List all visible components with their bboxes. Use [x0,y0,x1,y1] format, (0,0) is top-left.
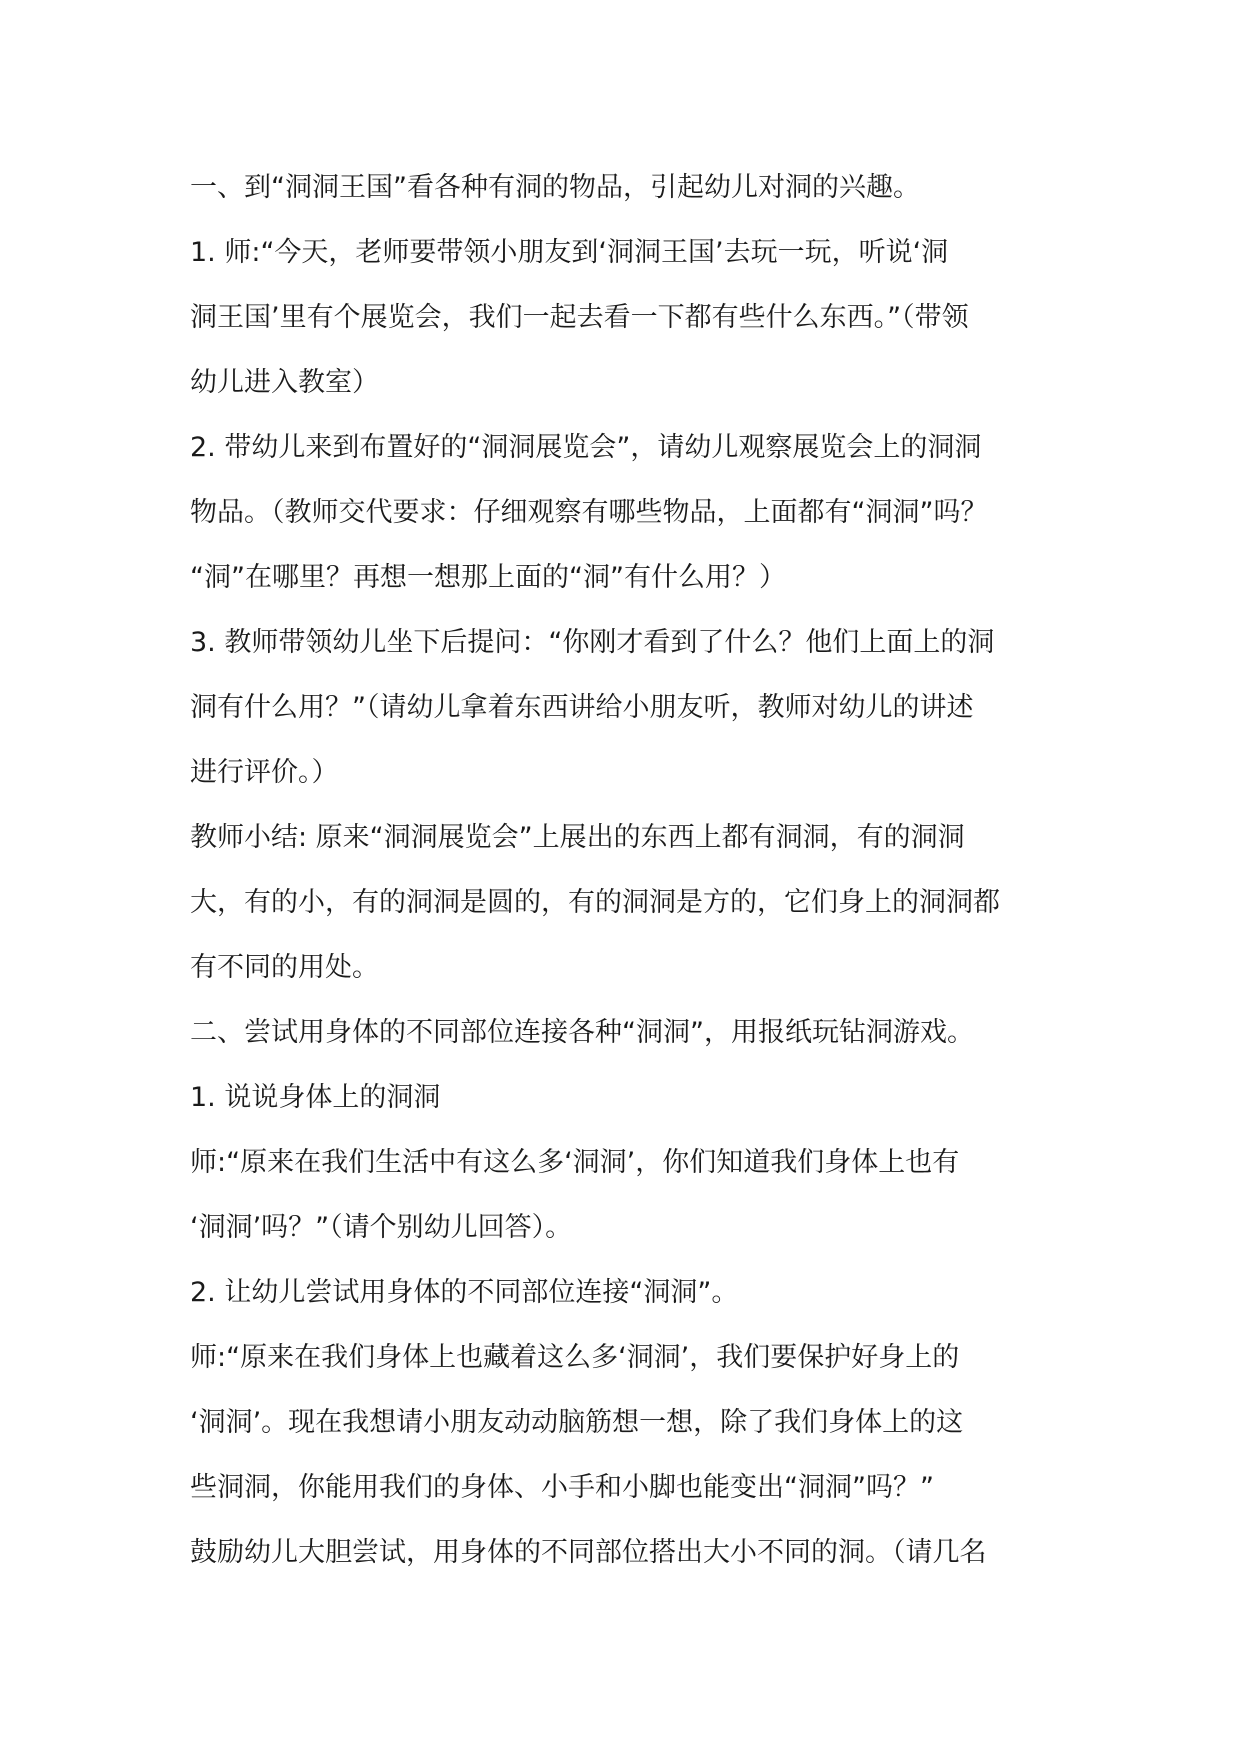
text-line: 1. 师:“今天，老师要带领小朋友到‘洞洞王国’去玩一玩，听说‘洞 [190,237,949,268]
text-line: “洞”在哪里？再想一想那上面的“洞”有什么用？） [190,562,786,593]
text-line: 3. 教师带领幼儿坐下后提问：“你刚才看到了什么？他们上面上的洞 [190,627,995,658]
text-line: 物品。（教师交代要求：仔细观察有哪些物品，上面都有“洞洞”吗？ [190,497,988,528]
text-line: 1. 说说身体上的洞洞 [190,1082,441,1113]
text-line: 师:“原来在我们身体上也藏着这么多‘洞洞’，我们要保护好身上的 [190,1342,960,1373]
text-line: 二、尝试用身体的不同部位连接各种“洞洞”，用报纸玩钻洞游戏。 [190,1017,974,1048]
text-line: 洞有什么用？”（请幼儿拿着东西讲给小朋友听，教师对幼儿的讲述 [190,692,974,723]
text-line: 一、到“洞洞王国”看各种有洞的物品，引起幼儿对洞的兴趣。 [190,172,920,203]
text-line: 鼓励幼儿大胆尝试，用身体的不同部位搭出大小不同的洞。（请几名 [190,1537,987,1568]
text-line: 2. 带幼儿来到布置好的“洞洞展览会”，请幼儿观察展览会上的洞洞 [190,432,982,463]
text-line: ‘洞洞’吗？”（请个别幼儿回答）。 [190,1212,573,1243]
text-line: 幼儿进入教室） [190,367,379,398]
text-line: 2. 让幼儿尝试用身体的不同部位连接“洞洞”。 [190,1277,739,1308]
text-line: 师:“原来在我们生活中有这么多‘洞洞’，你们知道我们身体上也有 [190,1147,960,1178]
text-line: ‘洞洞’。现在我想请小朋友动动脑筋想一想，除了我们身体上的这 [190,1407,964,1438]
document-body [190,155,1070,1585]
text-line: 洞王国’里有个展览会，我们一起去看一下都有些什么东西。”（带领 [190,302,969,333]
text-line: 些洞洞，你能用我们的身体、小手和小脚也能变出“洞洞”吗？” [190,1472,934,1503]
text-line: 进行评价。） [190,757,339,788]
text-line: 有不同的用处。 [190,952,379,983]
text-line: 教师小结: 原来“洞洞展览会”上展出的东西上都有洞洞，有的洞洞 [190,822,965,853]
text-line: 大，有的小，有的洞洞是圆的，有的洞洞是方的，它们身上的洞洞都 [190,887,1000,918]
